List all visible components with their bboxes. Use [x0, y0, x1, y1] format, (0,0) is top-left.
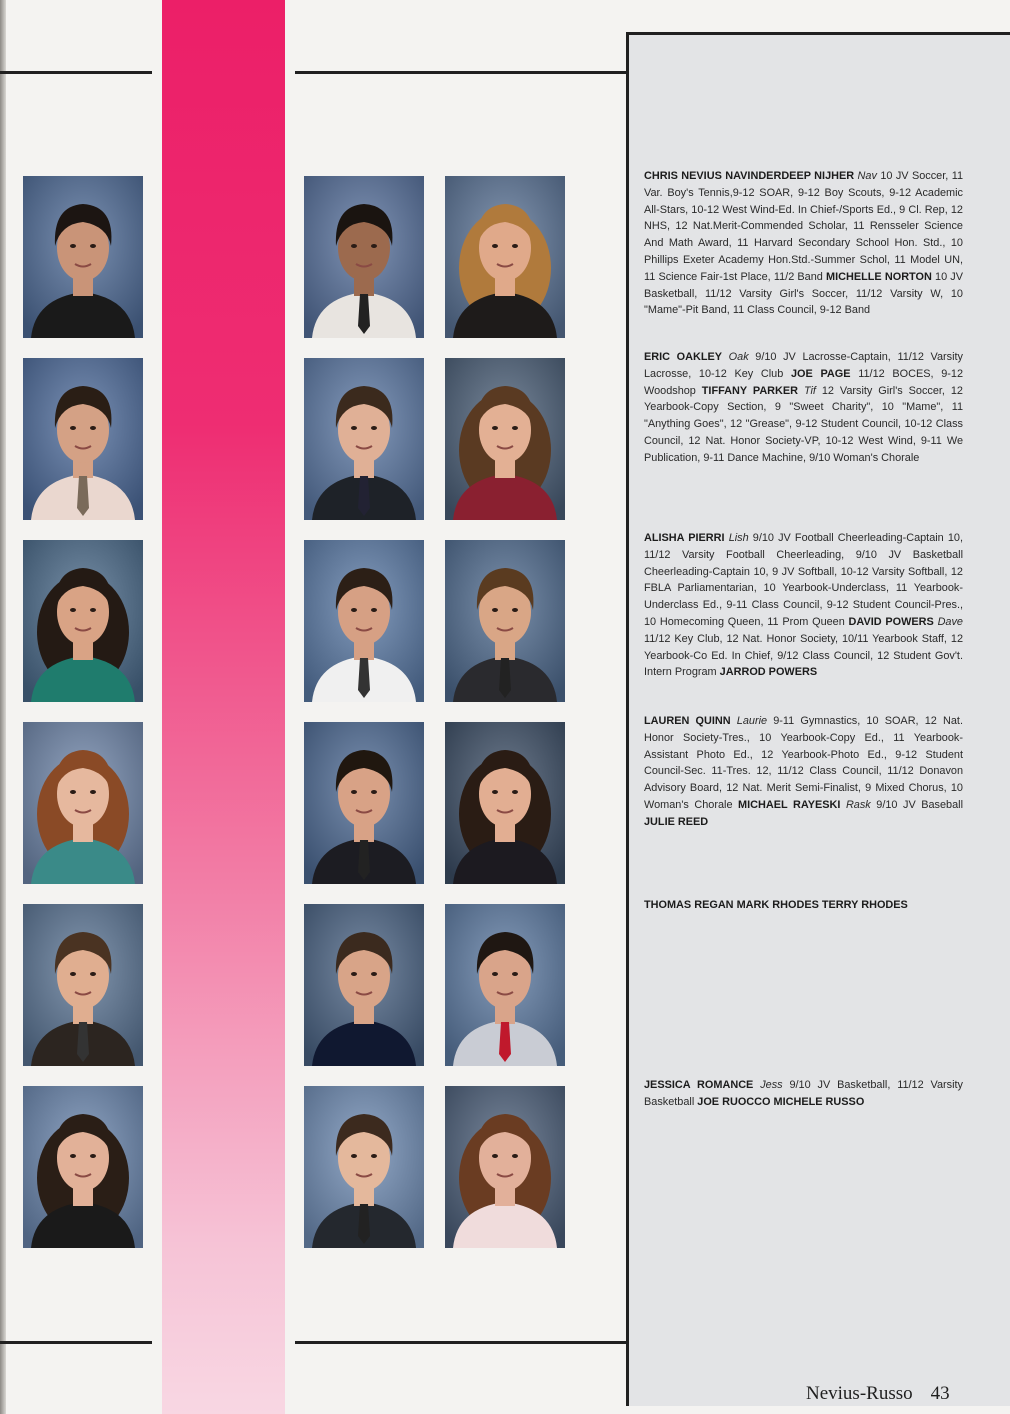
portrait-photo: [445, 176, 565, 338]
page-footer: [806, 1383, 950, 1405]
bottom-rule-middle: [295, 1341, 626, 1344]
student-portrait: [304, 540, 424, 702]
student-portrait: [445, 540, 565, 702]
student-portrait: [445, 176, 565, 338]
nickname: Tif: [803, 384, 816, 397]
page-gutter: [0, 0, 6, 1414]
portrait-photo: [304, 540, 424, 702]
portrait-photo: [304, 358, 424, 520]
student-portrait: [445, 722, 565, 884]
activities-text: 9/10 JV Basketball, 11/12 Varsity Basketball: [644, 1079, 963, 1108]
bio-paragraph: [644, 530, 963, 681]
activities-text: 10 JV Soccer, 11 Var. Boy's Tennis,9-12 SOAR, 9-12 Boy Scouts, 9-12 Academic All-Stars, 10-12 West Wind-Ed. In Chief-/Sports Ed., 9 Cl. Rep, 12 NHS, 12 Nat.Merit-Commended Scholar, 11 Rensseler Science And Math Award, 11 Harvard Secondary School Hon. Std., 10 Phillips Exeter Academy Hon.Std.-Summer Schol, 11 Model UN, 11 Science Fair-1st Place, 11/2 Band: [644, 170, 963, 283]
portrait-photo: [445, 1086, 565, 1248]
portrait-photo: [23, 722, 143, 884]
bottom-rule-left: [0, 1341, 152, 1344]
portrait-photo: [445, 540, 565, 702]
nickname: Oak: [728, 351, 749, 363]
bio-paragraph: [644, 349, 963, 467]
portrait-photo: [304, 904, 424, 1066]
activities-text: 9/10 JV Lacrosse-Captain, 11/12 Varsity Lacrosse, 10-12 Key Club: [644, 351, 963, 380]
page-number: 43: [930, 1383, 950, 1404]
student-portrait: [304, 904, 424, 1066]
top-rule-left: [0, 71, 152, 74]
student-name: MICHAEL RAYESKI: [738, 798, 841, 811]
student-portrait: [445, 1086, 565, 1248]
student-portrait: [23, 1086, 143, 1248]
student-portrait: [304, 1086, 424, 1248]
student-portrait: [23, 358, 143, 520]
activities-text: 9-11 Gymnastics, 10 SOAR, 12 Nat. Honor Society-Tres., 10 Yearbook-Copy Ed., 11 Yearbook-Assistant Photo Ed., 12 Yearbook-Photo Ed., 9-12 Student Council-Sec. 11-Tres. 12, 11/12 Class Council, 11/12 Donavon Advisory Board, 12 Nat. Merit Semi-Finalist, 9 Mixed Chorus, 10 Woman's Chorale: [644, 715, 963, 811]
student-portrait: [304, 358, 424, 520]
pink-accent-band: [162, 0, 285, 1414]
student-name: JARROD POWERS: [719, 666, 818, 679]
student-portrait: [23, 176, 143, 338]
activities-text: 9/10 JV Football Cheerleading-Captain 10, 11/12 Varsity Football Cheerleading, 9/10 JV Basketball Cheerleading-Captain 10, 9 JV Softball, 10-12 Varsity Softball, 12 FBLA Parliamentarian, 10 Yearbook-Underclass, 11 Yearbook-Underclass Ed., 9-11 Class Council, 9-12 Student Council-Pres., 10 Homecoming Queen, 11 Prom Queen: [644, 532, 963, 628]
portrait-photo: [304, 722, 424, 884]
student-name: THOMAS REGAN MARK RHODES TERRY RHODES: [644, 899, 908, 911]
bio-paragraph: [644, 713, 963, 831]
activities-text: [722, 351, 729, 363]
student-portrait: [304, 722, 424, 884]
nickname: Jess: [760, 1079, 783, 1091]
portrait-photo: [23, 1086, 143, 1248]
student-name: JULIE REED: [644, 815, 709, 828]
student-name: TIFFANY PARKER: [701, 384, 799, 397]
nickname: Dave: [937, 615, 963, 628]
student-name: CHRIS NEVIUS NAVINDERDEEP NIJHER: [644, 170, 855, 182]
portrait-photo: [445, 904, 565, 1066]
student-portrait: [304, 176, 424, 338]
student-portrait: [23, 904, 143, 1066]
student-portrait: [445, 358, 565, 520]
activities-text: 11/12 Key Club, 12 Nat. Honor Society, 10/11 Yearbook Staff, 12 Yearbook-Co Ed. In Chief, 9/12 Class Council, 12 Student Gov't. Intern Program: [644, 632, 963, 679]
student-name: JESSICA ROMANCE: [644, 1079, 754, 1091]
student-name: DAVID POWERS: [848, 615, 934, 628]
activities-text: 9/10 JV Baseball: [870, 798, 964, 811]
nickname: Rask: [845, 798, 871, 811]
student-name: MICHELLE NORTON: [826, 270, 932, 283]
footer-name-range: Nevius-Russo: [806, 1383, 913, 1404]
portrait-photo: [23, 904, 143, 1066]
portrait-photo: [23, 176, 143, 338]
portrait-photo: [23, 540, 143, 702]
bio-paragraph: [644, 897, 963, 914]
activities-text: 11/12 BOCES, 9-12 Woodshop: [644, 367, 964, 397]
bio-paragraph: [644, 168, 963, 319]
nickname: Laurie: [736, 715, 768, 727]
portrait-photo: [304, 1086, 424, 1248]
activities-text: 12 Varsity Girl's Soccer, 12 Yearbook-Copy Section, 9 "Sweet Charity", 10 "Mame", 11 "Anything Goes", 12 "Grease", 9-12 Student Council, 10-12 Class Council, 12 Nat. Honor Society-VP, 10-12 West Wind, 9-11 We Publication, 9-11 Dance Machine, 9/10 Woman's Chorale: [644, 384, 963, 464]
portrait-photo: [445, 358, 565, 520]
nickname: Nav: [857, 170, 877, 182]
top-rule-middle: [295, 71, 626, 74]
student-portrait: [23, 722, 143, 884]
nickname: Lish: [728, 532, 749, 544]
student-portrait: [23, 540, 143, 702]
student-name: LAUREN QUINN: [644, 715, 731, 727]
student-name: JOE PAGE: [791, 367, 851, 380]
portrait-photo: [23, 358, 143, 520]
student-portrait: [445, 904, 565, 1066]
student-name: ERIC OAKLEY: [644, 351, 723, 363]
student-name: ALISHA PIERRI: [644, 532, 725, 544]
student-name: JOE RUOCCO MICHELE RUSSO: [697, 1095, 865, 1108]
bio-paragraph: [644, 1077, 963, 1111]
portrait-photo: [304, 176, 424, 338]
portrait-photo: [445, 722, 565, 884]
activities-text: 10 JV Basketball, 11/12 Varsity Girl's Soccer, 11/12 Varsity W, 10 "Mame"-Pit Band, 11 Class Council, 9-12 Band: [644, 270, 964, 317]
